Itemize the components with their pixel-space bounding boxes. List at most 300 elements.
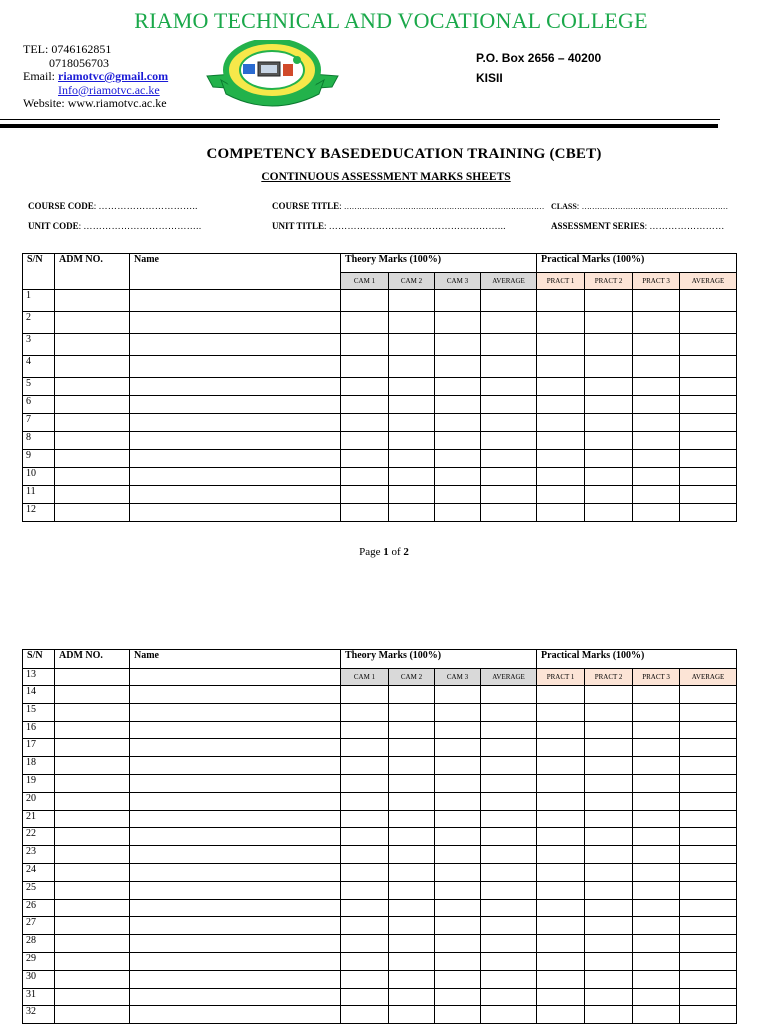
row-name-cell[interactable] xyxy=(130,970,341,988)
row-mark-cell[interactable] xyxy=(389,828,435,846)
row-mark-cell[interactable] xyxy=(435,952,481,970)
row-mark-cell[interactable] xyxy=(585,1006,633,1024)
row-mark-cell[interactable] xyxy=(481,504,537,522)
row-mark-cell[interactable] xyxy=(585,739,633,757)
row-mark-cell[interactable] xyxy=(389,917,435,935)
row-mark-cell[interactable] xyxy=(680,881,737,899)
row-mark-cell[interactable] xyxy=(585,846,633,864)
row-mark-cell[interactable] xyxy=(537,468,585,486)
row-mark-cell[interactable] xyxy=(585,378,633,396)
row-mark-cell[interactable] xyxy=(585,774,633,792)
row-mark-cell[interactable] xyxy=(389,703,435,721)
row-mark-cell[interactable] xyxy=(481,881,537,899)
row-adm-no-cell[interactable] xyxy=(55,468,130,486)
row-mark-cell[interactable] xyxy=(435,396,481,414)
row-mark-cell[interactable] xyxy=(341,881,389,899)
row-name-cell[interactable] xyxy=(130,1006,341,1024)
row-mark-cell[interactable] xyxy=(435,863,481,881)
row-mark-cell[interactable] xyxy=(435,721,481,739)
row-name-cell[interactable] xyxy=(130,396,341,414)
row-adm-no-cell[interactable] xyxy=(55,669,130,686)
row-adm-no-cell[interactable] xyxy=(55,721,130,739)
row-adm-no-cell[interactable] xyxy=(55,414,130,432)
row-name-cell[interactable] xyxy=(130,486,341,504)
row-mark-cell[interactable] xyxy=(633,312,680,334)
row-adm-no-cell[interactable] xyxy=(55,450,130,468)
row-name-cell[interactable] xyxy=(130,952,341,970)
row-mark-cell[interactable] xyxy=(585,486,633,504)
row-mark-cell[interactable] xyxy=(481,396,537,414)
row-mark-cell[interactable] xyxy=(633,970,680,988)
row-mark-cell[interactable] xyxy=(680,432,737,450)
row-mark-cell[interactable] xyxy=(389,899,435,917)
row-mark-cell[interactable] xyxy=(481,450,537,468)
row-mark-cell[interactable] xyxy=(680,863,737,881)
row-mark-cell[interactable] xyxy=(585,356,633,378)
row-mark-cell[interactable] xyxy=(435,312,481,334)
row-name-cell[interactable] xyxy=(130,721,341,739)
row-mark-cell[interactable] xyxy=(341,703,389,721)
row-mark-cell[interactable] xyxy=(341,504,389,522)
row-mark-cell[interactable] xyxy=(633,703,680,721)
row-mark-cell[interactable] xyxy=(341,846,389,864)
course-code-field[interactable] xyxy=(28,201,198,211)
row-mark-cell[interactable] xyxy=(633,1006,680,1024)
row-mark-cell[interactable] xyxy=(341,721,389,739)
row-mark-cell[interactable] xyxy=(585,757,633,775)
row-name-cell[interactable] xyxy=(130,739,341,757)
row-mark-cell[interactable] xyxy=(680,356,737,378)
row-mark-cell[interactable] xyxy=(585,432,633,450)
row-mark-cell[interactable] xyxy=(585,450,633,468)
row-mark-cell[interactable] xyxy=(341,486,389,504)
row-mark-cell[interactable] xyxy=(481,290,537,312)
row-mark-cell[interactable] xyxy=(633,468,680,486)
row-mark-cell[interactable] xyxy=(585,863,633,881)
row-mark-cell[interactable] xyxy=(435,432,481,450)
row-mark-cell[interactable] xyxy=(389,414,435,432)
row-mark-cell[interactable] xyxy=(481,432,537,450)
row-mark-cell[interactable] xyxy=(481,757,537,775)
row-mark-cell[interactable] xyxy=(389,290,435,312)
row-mark-cell[interactable] xyxy=(481,899,537,917)
row-mark-cell[interactable] xyxy=(633,432,680,450)
row-mark-cell[interactable] xyxy=(481,334,537,356)
row-mark-cell[interactable] xyxy=(537,846,585,864)
row-mark-cell[interactable] xyxy=(389,486,435,504)
row-mark-cell[interactable] xyxy=(389,757,435,775)
row-mark-cell[interactable] xyxy=(341,863,389,881)
row-mark-cell[interactable] xyxy=(435,703,481,721)
row-mark-cell[interactable] xyxy=(435,899,481,917)
row-adm-no-cell[interactable] xyxy=(55,703,130,721)
row-mark-cell[interactable] xyxy=(389,312,435,334)
row-mark-cell[interactable] xyxy=(633,792,680,810)
row-name-cell[interactable] xyxy=(130,703,341,721)
row-mark-cell[interactable] xyxy=(341,450,389,468)
row-mark-cell[interactable] xyxy=(537,757,585,775)
row-mark-cell[interactable] xyxy=(680,468,737,486)
row-mark-cell[interactable] xyxy=(389,468,435,486)
row-mark-cell[interactable] xyxy=(585,881,633,899)
row-adm-no-cell[interactable] xyxy=(55,863,130,881)
row-mark-cell[interactable] xyxy=(633,828,680,846)
row-mark-cell[interactable] xyxy=(680,917,737,935)
row-name-cell[interactable] xyxy=(130,810,341,828)
email-link-1[interactable]: riamotvc@gmail.com xyxy=(58,69,169,83)
row-mark-cell[interactable] xyxy=(680,774,737,792)
assessment-series-field[interactable] xyxy=(551,221,725,231)
row-mark-cell[interactable] xyxy=(435,334,481,356)
row-mark-cell[interactable] xyxy=(341,686,389,704)
row-mark-cell[interactable] xyxy=(680,312,737,334)
row-name-cell[interactable] xyxy=(130,414,341,432)
row-mark-cell[interactable] xyxy=(341,774,389,792)
row-mark-cell[interactable] xyxy=(680,828,737,846)
row-name-cell[interactable] xyxy=(130,881,341,899)
row-mark-cell[interactable] xyxy=(633,952,680,970)
row-mark-cell[interactable] xyxy=(633,504,680,522)
row-mark-cell[interactable] xyxy=(537,810,585,828)
row-mark-cell[interactable] xyxy=(680,414,737,432)
row-adm-no-cell[interactable] xyxy=(55,846,130,864)
row-mark-cell[interactable] xyxy=(680,450,737,468)
row-mark-cell[interactable] xyxy=(341,952,389,970)
row-name-cell[interactable] xyxy=(130,504,341,522)
row-mark-cell[interactable] xyxy=(633,881,680,899)
email-link-2[interactable]: Info@riamotvc.ac.ke xyxy=(58,82,160,97)
row-mark-cell[interactable] xyxy=(537,703,585,721)
row-mark-cell[interactable] xyxy=(341,792,389,810)
row-mark-cell[interactable] xyxy=(585,414,633,432)
row-mark-cell[interactable] xyxy=(481,703,537,721)
row-mark-cell[interactable] xyxy=(435,970,481,988)
row-mark-cell[interactable] xyxy=(680,757,737,775)
row-adm-no-cell[interactable] xyxy=(55,504,130,522)
row-mark-cell[interactable] xyxy=(341,334,389,356)
row-mark-cell[interactable] xyxy=(389,721,435,739)
row-mark-cell[interactable] xyxy=(389,792,435,810)
row-adm-no-cell[interactable] xyxy=(55,881,130,899)
row-mark-cell[interactable] xyxy=(341,414,389,432)
row-adm-no-cell[interactable] xyxy=(55,810,130,828)
row-mark-cell[interactable] xyxy=(435,881,481,899)
row-mark-cell[interactable] xyxy=(585,792,633,810)
row-name-cell[interactable] xyxy=(130,935,341,953)
row-adm-no-cell[interactable] xyxy=(55,334,130,356)
row-mark-cell[interactable] xyxy=(341,468,389,486)
row-mark-cell[interactable] xyxy=(680,810,737,828)
row-mark-cell[interactable] xyxy=(633,899,680,917)
row-adm-no-cell[interactable] xyxy=(55,486,130,504)
row-mark-cell[interactable] xyxy=(537,290,585,312)
row-mark-cell[interactable] xyxy=(585,334,633,356)
row-name-cell[interactable] xyxy=(130,863,341,881)
row-name-cell[interactable] xyxy=(130,899,341,917)
row-mark-cell[interactable] xyxy=(481,356,537,378)
row-mark-cell[interactable] xyxy=(435,792,481,810)
row-name-cell[interactable] xyxy=(130,846,341,864)
row-mark-cell[interactable] xyxy=(680,504,737,522)
row-mark-cell[interactable] xyxy=(435,378,481,396)
row-mark-cell[interactable] xyxy=(537,486,585,504)
row-name-cell[interactable] xyxy=(130,669,341,686)
class-field[interactable] xyxy=(551,201,728,211)
row-mark-cell[interactable] xyxy=(435,450,481,468)
row-mark-cell[interactable] xyxy=(435,828,481,846)
row-mark-cell[interactable] xyxy=(633,290,680,312)
row-mark-cell[interactable] xyxy=(585,721,633,739)
row-mark-cell[interactable] xyxy=(585,396,633,414)
row-mark-cell[interactable] xyxy=(680,1006,737,1024)
row-mark-cell[interactable] xyxy=(481,739,537,757)
row-mark-cell[interactable] xyxy=(537,774,585,792)
row-mark-cell[interactable] xyxy=(435,739,481,757)
row-name-cell[interactable] xyxy=(130,334,341,356)
row-name-cell[interactable] xyxy=(130,917,341,935)
row-mark-cell[interactable] xyxy=(680,703,737,721)
row-mark-cell[interactable] xyxy=(481,828,537,846)
row-mark-cell[interactable] xyxy=(585,988,633,1006)
row-mark-cell[interactable] xyxy=(537,686,585,704)
row-mark-cell[interactable] xyxy=(537,899,585,917)
row-mark-cell[interactable] xyxy=(389,881,435,899)
row-mark-cell[interactable] xyxy=(633,863,680,881)
row-mark-cell[interactable] xyxy=(633,721,680,739)
row-mark-cell[interactable] xyxy=(633,356,680,378)
row-mark-cell[interactable] xyxy=(341,917,389,935)
row-name-cell[interactable] xyxy=(130,988,341,1006)
row-mark-cell[interactable] xyxy=(341,988,389,1006)
row-mark-cell[interactable] xyxy=(481,468,537,486)
row-mark-cell[interactable] xyxy=(537,935,585,953)
row-mark-cell[interactable] xyxy=(537,356,585,378)
row-mark-cell[interactable] xyxy=(585,970,633,988)
row-mark-cell[interactable] xyxy=(537,432,585,450)
row-mark-cell[interactable] xyxy=(341,378,389,396)
row-adm-no-cell[interactable] xyxy=(55,988,130,1006)
row-mark-cell[interactable] xyxy=(389,450,435,468)
row-mark-cell[interactable] xyxy=(341,970,389,988)
row-mark-cell[interactable] xyxy=(680,952,737,970)
row-mark-cell[interactable] xyxy=(389,378,435,396)
row-adm-no-cell[interactable] xyxy=(55,952,130,970)
row-mark-cell[interactable] xyxy=(341,935,389,953)
row-mark-cell[interactable] xyxy=(481,1006,537,1024)
row-mark-cell[interactable] xyxy=(389,396,435,414)
row-mark-cell[interactable] xyxy=(680,935,737,953)
row-mark-cell[interactable] xyxy=(680,396,737,414)
row-adm-no-cell[interactable] xyxy=(55,970,130,988)
row-mark-cell[interactable] xyxy=(585,828,633,846)
row-mark-cell[interactable] xyxy=(435,810,481,828)
row-mark-cell[interactable] xyxy=(633,686,680,704)
row-mark-cell[interactable] xyxy=(680,846,737,864)
row-name-cell[interactable] xyxy=(130,792,341,810)
row-mark-cell[interactable] xyxy=(341,356,389,378)
row-mark-cell[interactable] xyxy=(389,970,435,988)
row-mark-cell[interactable] xyxy=(633,414,680,432)
row-name-cell[interactable] xyxy=(130,774,341,792)
row-mark-cell[interactable] xyxy=(435,486,481,504)
row-mark-cell[interactable] xyxy=(389,952,435,970)
row-name-cell[interactable] xyxy=(130,356,341,378)
row-mark-cell[interactable] xyxy=(537,792,585,810)
row-mark-cell[interactable] xyxy=(633,396,680,414)
row-mark-cell[interactable] xyxy=(537,334,585,356)
row-mark-cell[interactable] xyxy=(481,917,537,935)
row-mark-cell[interactable] xyxy=(585,504,633,522)
row-mark-cell[interactable] xyxy=(435,1006,481,1024)
row-mark-cell[interactable] xyxy=(633,739,680,757)
row-mark-cell[interactable] xyxy=(389,504,435,522)
row-mark-cell[interactable] xyxy=(537,917,585,935)
row-mark-cell[interactable] xyxy=(537,952,585,970)
row-name-cell[interactable] xyxy=(130,378,341,396)
row-mark-cell[interactable] xyxy=(481,810,537,828)
row-mark-cell[interactable] xyxy=(481,863,537,881)
row-mark-cell[interactable] xyxy=(341,828,389,846)
row-mark-cell[interactable] xyxy=(481,988,537,1006)
row-name-cell[interactable] xyxy=(130,757,341,775)
course-title-field[interactable] xyxy=(272,201,544,211)
row-name-cell[interactable] xyxy=(130,312,341,334)
row-mark-cell[interactable] xyxy=(341,757,389,775)
row-mark-cell[interactable] xyxy=(633,988,680,1006)
row-mark-cell[interactable] xyxy=(633,486,680,504)
row-mark-cell[interactable] xyxy=(633,810,680,828)
row-mark-cell[interactable] xyxy=(341,396,389,414)
row-mark-cell[interactable] xyxy=(633,378,680,396)
row-mark-cell[interactable] xyxy=(435,414,481,432)
row-mark-cell[interactable] xyxy=(435,468,481,486)
row-mark-cell[interactable] xyxy=(389,774,435,792)
row-mark-cell[interactable] xyxy=(680,686,737,704)
row-mark-cell[interactable] xyxy=(481,414,537,432)
row-mark-cell[interactable] xyxy=(341,899,389,917)
row-adm-no-cell[interactable] xyxy=(55,396,130,414)
row-mark-cell[interactable] xyxy=(633,917,680,935)
row-mark-cell[interactable] xyxy=(537,504,585,522)
row-mark-cell[interactable] xyxy=(585,899,633,917)
row-mark-cell[interactable] xyxy=(481,378,537,396)
row-adm-no-cell[interactable] xyxy=(55,899,130,917)
row-mark-cell[interactable] xyxy=(481,486,537,504)
row-mark-cell[interactable] xyxy=(585,312,633,334)
row-mark-cell[interactable] xyxy=(537,970,585,988)
row-mark-cell[interactable] xyxy=(389,846,435,864)
row-mark-cell[interactable] xyxy=(435,757,481,775)
row-mark-cell[interactable] xyxy=(341,739,389,757)
row-mark-cell[interactable] xyxy=(341,312,389,334)
row-mark-cell[interactable] xyxy=(435,846,481,864)
row-name-cell[interactable] xyxy=(130,828,341,846)
row-mark-cell[interactable] xyxy=(481,952,537,970)
row-mark-cell[interactable] xyxy=(537,450,585,468)
row-mark-cell[interactable] xyxy=(341,432,389,450)
row-adm-no-cell[interactable] xyxy=(55,356,130,378)
row-mark-cell[interactable] xyxy=(481,970,537,988)
row-adm-no-cell[interactable] xyxy=(55,1006,130,1024)
row-adm-no-cell[interactable] xyxy=(55,757,130,775)
row-mark-cell[interactable] xyxy=(341,290,389,312)
row-mark-cell[interactable] xyxy=(389,334,435,356)
row-mark-cell[interactable] xyxy=(537,881,585,899)
row-mark-cell[interactable] xyxy=(633,846,680,864)
row-mark-cell[interactable] xyxy=(537,1006,585,1024)
row-mark-cell[interactable] xyxy=(389,686,435,704)
row-mark-cell[interactable] xyxy=(389,739,435,757)
row-mark-cell[interactable] xyxy=(633,334,680,356)
row-mark-cell[interactable] xyxy=(537,988,585,1006)
row-mark-cell[interactable] xyxy=(389,988,435,1006)
row-adm-no-cell[interactable] xyxy=(55,792,130,810)
row-mark-cell[interactable] xyxy=(585,917,633,935)
row-adm-no-cell[interactable] xyxy=(55,432,130,450)
row-mark-cell[interactable] xyxy=(680,739,737,757)
row-mark-cell[interactable] xyxy=(680,334,737,356)
row-mark-cell[interactable] xyxy=(537,721,585,739)
row-mark-cell[interactable] xyxy=(389,810,435,828)
row-mark-cell[interactable] xyxy=(481,792,537,810)
row-mark-cell[interactable] xyxy=(585,468,633,486)
row-mark-cell[interactable] xyxy=(435,504,481,522)
row-name-cell[interactable] xyxy=(130,468,341,486)
row-mark-cell[interactable] xyxy=(633,774,680,792)
unit-code-field[interactable] xyxy=(28,221,201,231)
row-mark-cell[interactable] xyxy=(680,970,737,988)
row-mark-cell[interactable] xyxy=(585,935,633,953)
row-mark-cell[interactable] xyxy=(341,1006,389,1024)
row-mark-cell[interactable] xyxy=(389,356,435,378)
row-mark-cell[interactable] xyxy=(680,378,737,396)
row-mark-cell[interactable] xyxy=(435,774,481,792)
row-mark-cell[interactable] xyxy=(435,356,481,378)
row-name-cell[interactable] xyxy=(130,432,341,450)
row-adm-no-cell[interactable] xyxy=(55,739,130,757)
row-name-cell[interactable] xyxy=(130,290,341,312)
row-name-cell[interactable] xyxy=(130,450,341,468)
row-mark-cell[interactable] xyxy=(481,774,537,792)
row-mark-cell[interactable] xyxy=(435,686,481,704)
row-mark-cell[interactable] xyxy=(633,757,680,775)
row-mark-cell[interactable] xyxy=(481,686,537,704)
row-mark-cell[interactable] xyxy=(585,703,633,721)
row-mark-cell[interactable] xyxy=(680,290,737,312)
row-adm-no-cell[interactable] xyxy=(55,917,130,935)
row-adm-no-cell[interactable] xyxy=(55,312,130,334)
row-mark-cell[interactable] xyxy=(537,312,585,334)
row-mark-cell[interactable] xyxy=(537,828,585,846)
unit-title-field[interactable] xyxy=(272,221,506,231)
row-mark-cell[interactable] xyxy=(435,935,481,953)
row-mark-cell[interactable] xyxy=(389,935,435,953)
row-adm-no-cell[interactable] xyxy=(55,828,130,846)
row-mark-cell[interactable] xyxy=(680,486,737,504)
row-mark-cell[interactable] xyxy=(389,432,435,450)
row-adm-no-cell[interactable] xyxy=(55,686,130,704)
row-mark-cell[interactable] xyxy=(537,396,585,414)
row-mark-cell[interactable] xyxy=(585,686,633,704)
row-adm-no-cell[interactable] xyxy=(55,774,130,792)
row-mark-cell[interactable] xyxy=(537,414,585,432)
row-mark-cell[interactable] xyxy=(680,988,737,1006)
row-mark-cell[interactable] xyxy=(435,917,481,935)
row-mark-cell[interactable] xyxy=(435,290,481,312)
row-mark-cell[interactable] xyxy=(435,988,481,1006)
row-mark-cell[interactable] xyxy=(585,810,633,828)
row-mark-cell[interactable] xyxy=(481,846,537,864)
